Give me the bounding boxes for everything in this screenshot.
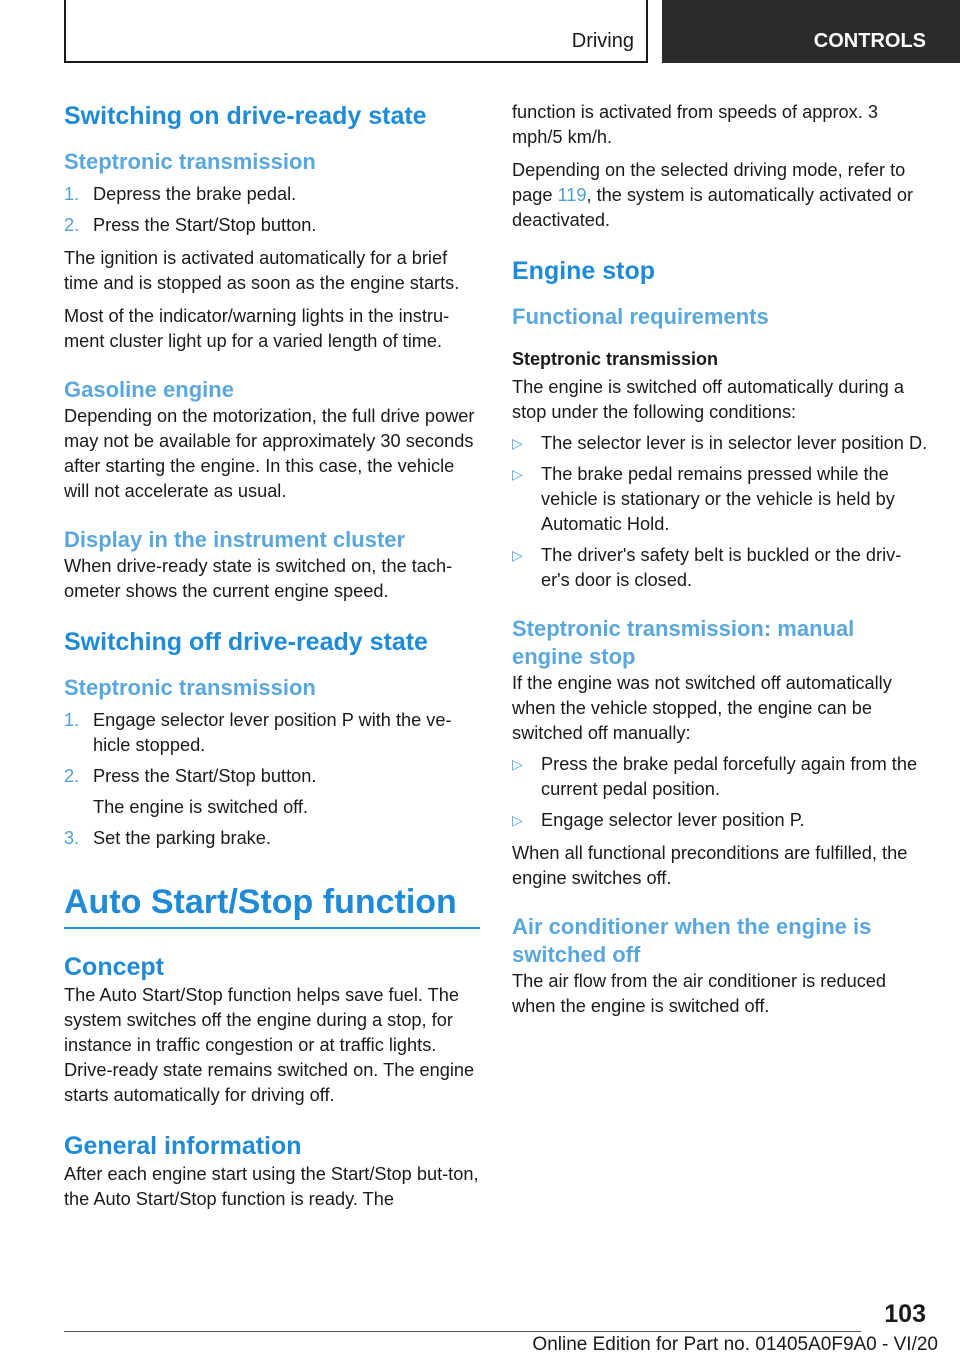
paragraph: The engine is switched off automatically during a stop under the following conditions: — [512, 377, 904, 422]
text-run: Depending on the selected driving mode, refer to page — [512, 160, 906, 205]
paragraph: Depending on the motorization, the full drive power may not be available for approximately 30 seconds after starting the engine. In this case, the vehicle will not accelerate as usual. — [64, 406, 475, 501]
right-column — [512, 100, 928, 1019]
header-section-label: Driving — [571, 30, 634, 52]
paragraph: When all functional preconditions are fulfilled, the engine switches off. — [512, 843, 908, 888]
paragraph: When drive-ready state is switched on, the tach‐ometer shows the current engine speed. — [64, 556, 453, 601]
paragraph: The air flow from the air conditioner is reduced when the engine is switched off. — [512, 971, 887, 1016]
header-chapter-tab — [662, 0, 960, 63]
footer-divider — [64, 1331, 861, 1332]
list-item — [64, 826, 480, 851]
heading-display: Display in the instrument cluster — [64, 527, 406, 552]
step-subtext: The engine is switched off. — [93, 797, 309, 817]
triangle-bullet-icon: ▷ — [512, 547, 523, 563]
heading-air-conditioner: Air conditioner when the engine is switched off — [512, 914, 872, 967]
step-text: Press the Start/Stop button. — [93, 215, 317, 235]
bullet-text: The driver's safety belt is buckled or the driv‐er's door is closed. — [541, 545, 902, 590]
triangle-bullet-icon: ▷ — [512, 756, 523, 772]
header-chapter-label: CONTROLS — [813, 30, 926, 52]
paragraph: function is activated from speeds of approx. 3 mph/5 km/h. — [512, 102, 878, 147]
paragraph: The Auto Start/Stop function helps save fuel. The system switches off the engine during a stop, for instance in traffic congestion or at traffic lights. Drive-ready state remains switched on. The engine starts automatically for driving off. — [64, 985, 475, 1105]
paragraph: After each engine start using the Start/Stop but‐ton, the Auto Start/Stop function is ready. The — [64, 1164, 479, 1209]
header-section-tab — [64, 0, 648, 63]
step-text: Engage selector lever position P with the ve‐hicle stopped. — [93, 710, 452, 755]
paragraph: Most of the indicator/warning lights in the instru‐ment cluster light up for a varied length of time. — [64, 306, 450, 351]
bullet-text: The selector lever is in selector lever position D. — [541, 433, 928, 453]
list-item — [64, 708, 480, 758]
heading-concept: Concept — [64, 953, 164, 981]
heading-functional-requirements: Functional requirements — [512, 304, 769, 329]
footer-edition: Online Edition for Part no. 01405A0F9A0 - VI/20 — [532, 1334, 938, 1355]
triangle-bullet-icon: ▷ — [512, 466, 523, 482]
bullet-text: Engage selector lever position P. — [541, 810, 805, 830]
heading-on-steptronic: Steptronic transmission — [64, 149, 316, 174]
step-text: Depress the brake pedal. — [93, 184, 297, 204]
heading-general-info: General information — [64, 1132, 302, 1160]
page-number: 103 — [884, 1300, 926, 1328]
bullet-text: The brake pedal remains pressed while the vehicle is stationary or the vehicle is held by Automatic Hold. — [541, 464, 895, 534]
text-run: , the system is automatically activated or deactivated. — [512, 185, 914, 230]
heading-switching-on: Switching on drive-ready state — [64, 102, 427, 130]
page-reference-link[interactable]: 119 — [557, 185, 587, 205]
heading-steptronic-bold: Steptronic transmission — [512, 349, 719, 369]
left-column — [64, 100, 480, 1212]
list-item — [512, 543, 928, 593]
list-item — [512, 462, 928, 537]
heading-gasoline: Gasoline engine — [64, 377, 234, 402]
list-item — [64, 182, 480, 207]
bullet-text: Press the brake pedal forcefully again from the current pedal position. — [541, 754, 918, 799]
step-number: 3. — [64, 828, 80, 848]
chapter-title-auto-start-stop: Auto Start/Stop function — [64, 881, 480, 929]
step-number: 1. — [64, 710, 80, 730]
step-number: 1. — [64, 184, 80, 204]
paragraph — [512, 158, 928, 233]
step-number: 2. — [64, 215, 80, 235]
list-item — [64, 764, 480, 789]
step-text: Press the Start/Stop button. — [93, 766, 317, 786]
heading-switching-off: Switching off drive-ready state — [64, 628, 428, 656]
list-item — [512, 431, 928, 456]
paragraph: The ignition is activated automatically for a brief time and is stopped as soon as the engine starts. — [64, 248, 460, 293]
step-text: Set the parking brake. — [93, 828, 271, 848]
heading-manual-engine-stop: Steptronic transmission: manual engine stop — [512, 616, 855, 669]
list-item — [512, 752, 928, 802]
triangle-bullet-icon: ▷ — [512, 812, 523, 828]
paragraph: If the engine was not switched off automatically when the vehicle stopped, the engine can be switched off manually: — [512, 673, 892, 743]
heading-off-steptronic: Steptronic transmission — [64, 675, 316, 700]
list-item — [64, 213, 480, 238]
step-number: 2. — [64, 766, 80, 786]
triangle-bullet-icon: ▷ — [512, 435, 523, 451]
heading-engine-stop: Engine stop — [512, 257, 656, 285]
list-item — [512, 808, 928, 833]
